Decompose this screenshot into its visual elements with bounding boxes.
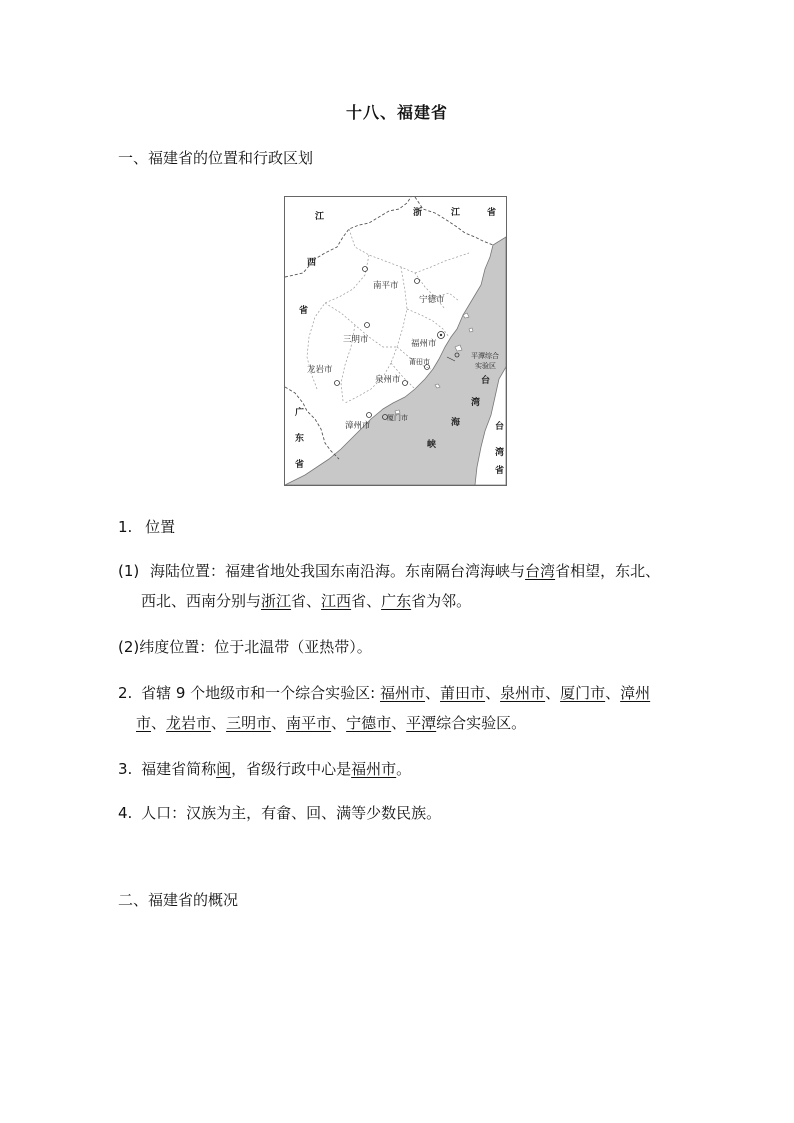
answer-jiangxi: 江西 [321, 592, 352, 610]
section-heading-1: 一、福建省的位置和行政区划 [118, 149, 314, 167]
label-jiangxi-3: 省 [299, 306, 309, 316]
para-num-3: 2. [118, 684, 133, 702]
answer-min: 闽 [216, 760, 232, 778]
para-abbreviation [118, 754, 698, 784]
page-title: 十八、福建省 [345, 103, 448, 122]
para-num-2: (2) [118, 638, 140, 656]
para-sea-land-line-2 [118, 586, 698, 616]
para-num-5: 4. [118, 804, 133, 822]
label-nanping: 南平市 [373, 281, 399, 291]
text-segment: 省相望，东北、 [555, 562, 661, 580]
sanming-marker [365, 323, 370, 328]
label-putian: 莆田市 [409, 358, 430, 366]
text-segment: 福建省简称 [141, 760, 217, 778]
answer-zhangzhou-part2: 市 [136, 714, 152, 732]
label-strait-2: 湾 [471, 398, 481, 408]
map-graphic [285, 197, 506, 485]
text-segment: 海陆位置：福建省地处我国东南沿海。东南隔台湾海峡与 [150, 562, 526, 580]
longyan-marker [335, 381, 340, 386]
label-pingtan-2: 实验区 [475, 362, 496, 370]
zhangzhou-marker [367, 413, 372, 418]
sep: 、 [151, 714, 167, 732]
para-population [118, 798, 698, 828]
para-prefectures-line-1 [118, 678, 698, 708]
answer-fuzhou: 福州市 [380, 684, 426, 702]
para-num-4: 3. [118, 760, 133, 778]
para-sea-land-position [118, 556, 698, 616]
label-strait-4: 峡 [427, 440, 437, 450]
para-num-1: (1) [118, 562, 140, 580]
label-guangdong-1: 广 [295, 408, 305, 418]
answer-putian: 莆田市 [440, 684, 486, 702]
para-prefectures [118, 678, 698, 738]
sep: 、 [485, 684, 501, 702]
text-segment: 省、 [291, 592, 322, 610]
label-strait-3: 海 [451, 418, 461, 428]
sep: 、 [331, 714, 347, 732]
item-1-sep: . [127, 518, 133, 536]
item-1-label: 位置 [145, 518, 176, 536]
label-ningde: 宁德市 [419, 295, 445, 305]
label-zhejiang-1: 浙 [413, 208, 423, 218]
text-segment: 省为邻。 [411, 592, 472, 610]
sep: 、 [271, 714, 287, 732]
answer-capital: 福州市 [351, 760, 397, 778]
sea-area [285, 237, 506, 485]
text-segment: 人口：汉族为主，有畲、回、满等少数民族。 [141, 804, 442, 822]
quanzhou-marker [403, 381, 408, 386]
label-strait-1: 台 [481, 376, 491, 386]
item-1-number: 1 [118, 518, 128, 536]
label-pingtan-1: 平潭综合 [471, 352, 499, 360]
fujian-map [284, 196, 507, 486]
text-segment: 。 [396, 760, 412, 778]
answer-ningde: 宁德市 [346, 714, 392, 732]
label-longyan: 龙岩市 [307, 365, 333, 375]
label-quanzhou: 泉州市 [375, 375, 401, 385]
sep: 、 [391, 714, 407, 732]
answer-zhejiang: 浙江 [261, 592, 292, 610]
text-segment: 纬度位置：位于北温带（亚热带）。 [139, 638, 372, 656]
label-jiangxi-1: 江 [315, 212, 325, 222]
label-taiwan-3: 省 [495, 466, 505, 476]
answer-quanzhou: 泉州市 [500, 684, 546, 702]
text-segment: ，省级行政中心是 [231, 760, 352, 778]
ningde-marker [415, 279, 420, 284]
text-segment: 综合实验区。 [436, 714, 527, 732]
answer-taiwan: 台湾 [525, 562, 556, 580]
answer-zhangzhou-part1: 漳州 [620, 684, 651, 702]
label-guangdong-2: 东 [295, 434, 305, 444]
fuzhou-marker-dot [440, 334, 442, 336]
label-sanming: 三明市 [343, 335, 369, 345]
section-heading-2: 二、福建省的概况 [118, 891, 239, 909]
label-xiamen: 厦门市 [387, 414, 408, 422]
label-guangdong-3: 省 [295, 460, 305, 470]
answer-pingtan: 平潭 [406, 714, 437, 732]
para-latitude-position [118, 632, 698, 662]
answer-sanming: 三明市 [226, 714, 272, 732]
answer-guangdong: 广东 [381, 592, 412, 610]
text-segment: 省、 [351, 592, 382, 610]
text-segment: 西北、西南分别与 [141, 592, 262, 610]
sep: 、 [425, 684, 441, 702]
label-zhejiang-2: 江 [451, 208, 461, 218]
answer-nanping: 南平市 [286, 714, 332, 732]
sep: 、 [605, 684, 621, 702]
label-jiangxi-2: 西 [307, 258, 317, 268]
answer-longyan: 龙岩市 [166, 714, 212, 732]
label-zhangzhou: 漳州市 [345, 421, 371, 431]
answer-xiamen: 厦门市 [560, 684, 606, 702]
label-taiwan-1: 台 [495, 422, 505, 432]
item-1-heading [118, 512, 698, 542]
label-zhejiang-3: 省 [487, 208, 497, 218]
text-segment: 省辖 9 个地级市和一个综合实验区: [141, 684, 376, 702]
sep: 、 [211, 714, 227, 732]
para-sea-land-line-1 [118, 556, 698, 586]
label-fuzhou: 福州市 [411, 339, 437, 349]
label-taiwan-2: 湾 [495, 448, 505, 458]
nanping-marker [363, 267, 368, 272]
sep: 、 [545, 684, 561, 702]
para-prefectures-line-2 [118, 708, 698, 738]
